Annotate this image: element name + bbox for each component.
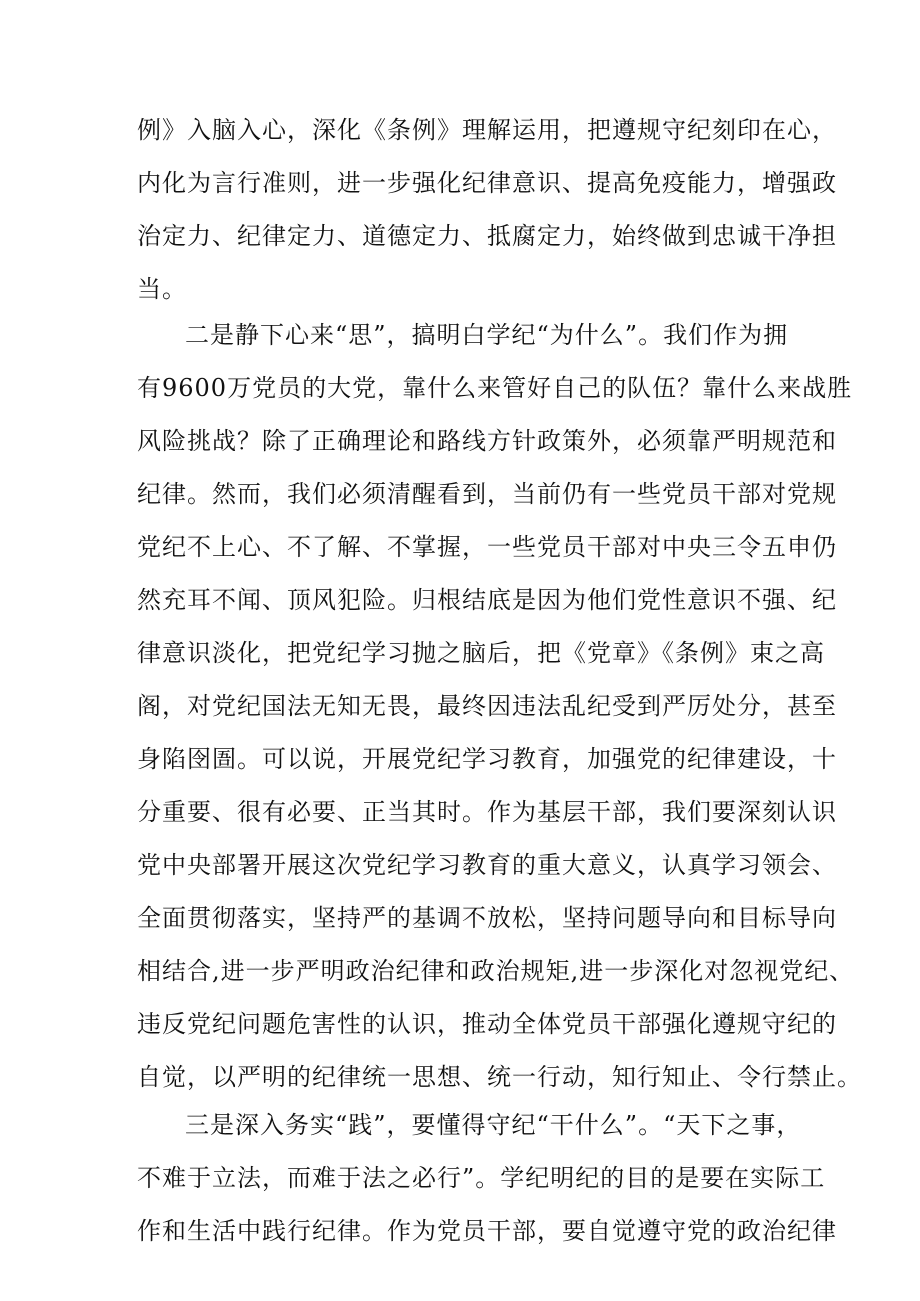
paragraph-1-line-2: 内化为言行准则，进一步强化纪律意识、提高免疫能力，增强政 xyxy=(137,169,837,197)
paragraph-3-line-3: 作和生活中践行纪律。作为党员干部，要自觉遵守党的政治纪律 xyxy=(137,1217,837,1245)
paragraph-2-line-8: 阁，对党纪国法无知无畏，最终因违法乱纪受到严厉处分，甚至 xyxy=(137,692,837,720)
paragraph-2-line-5: 党纪不上心、不了解、不掌握，一些党员干部对中央三令五申仍 xyxy=(137,533,837,561)
paragraph-2-line-14: 违反党纪问题危害性的认识，推动全体党员干部强化遵规守纪的 xyxy=(137,1010,837,1038)
paragraph-2-line-1: 二是静下心来“思”，搞明白学纪“为什么”。我们作为拥 xyxy=(185,321,789,349)
paragraph-2-line-6: 然充耳不闻、顶风犯险。归根结底是因为他们党性意识不强、纪 xyxy=(137,586,837,614)
paragraph-2-line-11: 党中央部署开展这次党纪学习教育的重大意义，认真学习领会、 xyxy=(137,851,837,879)
paragraph-3-line-2: 不难于立法，而难于法之必行”。学纪明纪的目的是要在实际工 xyxy=(137,1164,826,1192)
paragraph-2-line-9: 身陷囹圄。可以说，开展党纪学习教育，加强党的纪律建设，十 xyxy=(137,745,837,773)
paragraph-2-line-4: 纪律。然而，我们必须清醒看到，当前仍有一些党员干部对党规 xyxy=(137,480,837,508)
paragraph-2-line-10: 分重要、很有必要、正当其时。作为基层干部，我们要深刻认识 xyxy=(137,798,837,826)
paragraph-2-line-2: 有9600万党员的大党，靠什么来管好自己的队伍？靠什么来战胜 xyxy=(137,374,853,402)
paragraph-2-line-15: 自觉，以严明的纪律统一思想、统一行动，知行知止、令行禁止。 xyxy=(137,1063,862,1091)
paragraph-1-line-3: 治定力、纪律定力、道德定力、抵腐定力，始终做到忠诚干净担 xyxy=(137,222,837,250)
paragraph-1-line-1: 例》入脑入心，深化《条例》理解运用，把遵规守纪刻印在心， xyxy=(137,116,837,144)
paragraph-2-line-7: 律意识淡化，把党纪学习抛之脑后，把《党章》《条例》束之高 xyxy=(137,639,825,667)
paragraph-2-line-3: 风险挑战？除了正确理论和路线方针政策外，必须靠严明规范和 xyxy=(137,427,837,455)
paragraph-3-line-1: 三是深入务实“践”，要懂得守纪“干什么”。“天下之事， xyxy=(185,1111,802,1139)
paragraph-1-line-4: 当。 xyxy=(137,275,187,303)
paragraph-2-line-12: 全面贯彻落实，坚持严的基调不放松，坚持问题导向和目标导向 xyxy=(137,904,837,932)
paragraph-2-line-13: 相结合,进一步严明政治纪律和政治规矩,进一步深化对忽视党纪、 xyxy=(137,957,855,985)
